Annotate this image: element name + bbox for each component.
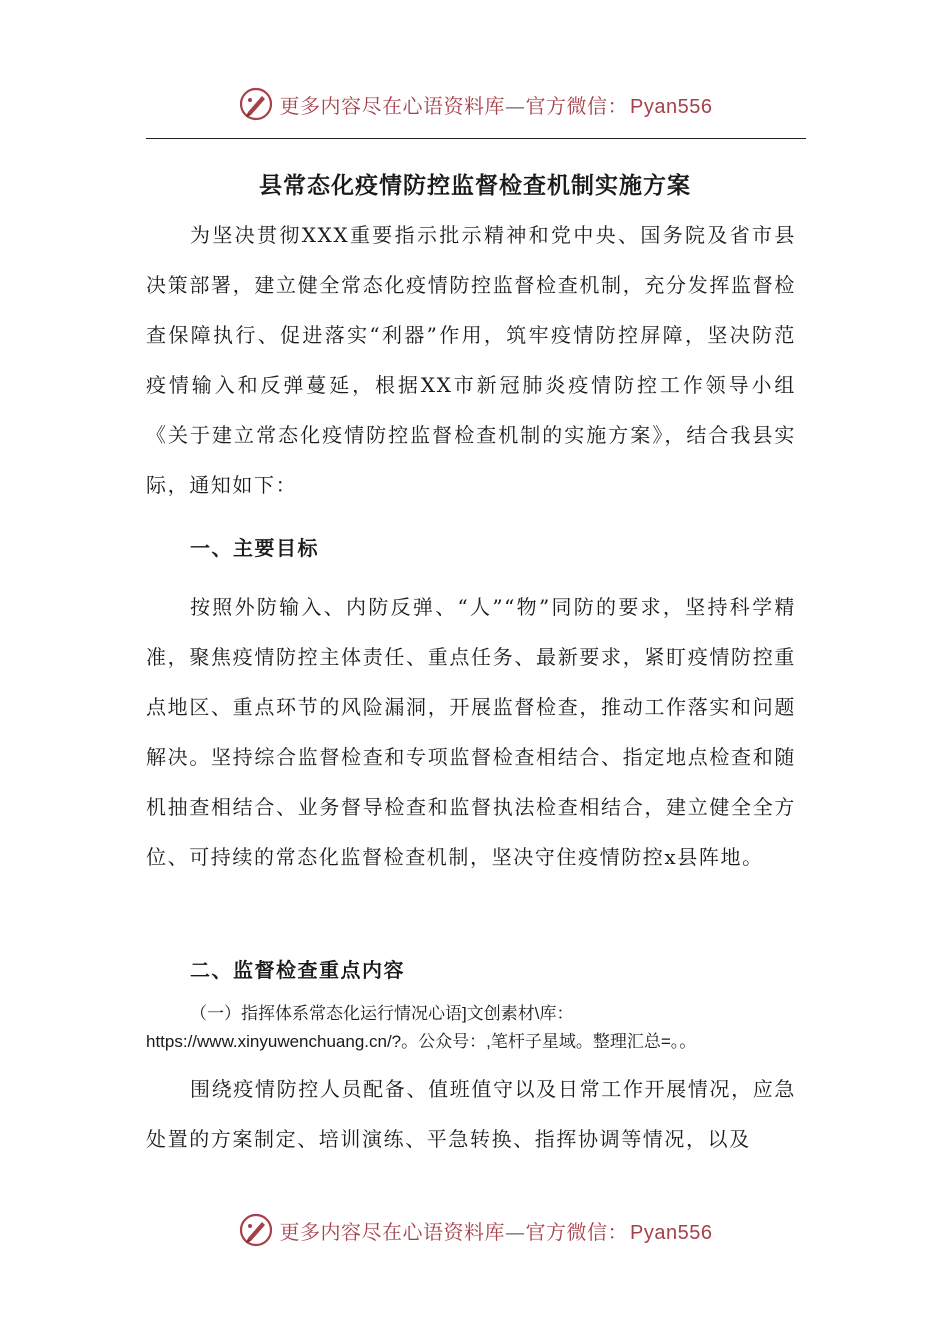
subsection1-heading: （一）指挥体系常态化运行情况心语]文创素材\库：https://www.xinyuwenchuang.cn/?。公众号：,笔杆子星域。整理汇总=。。 (146, 1004, 697, 1051)
subsection1-paragraph: 围绕疫情防控人员配备、值班值守以及日常工作开展情况，应急处置的方案制定、培训演练、平急转换、指挥协调等情况，以及 (146, 1077, 796, 1151)
footer-watermark (0, 1210, 950, 1250)
section1-paragraph: 按照外防输入、内防反弹、“人”“物”同防的要求，坚持科学精准，聚焦疫情防控主体责任、重点任务、最新要求，紧盯疫情防控重点地区、重点环节的风险漏洞，开展监督检查，推动工作落实和问题解决。坚持综合监督检查和专项监督检查相结合、指定地点检查和随机抽查相结合、业务督导检查和监督执法检查相结合，建立健全全方位、可持续的常态化监督检查机制，坚决守住疫情防控x县阵地。 (146, 595, 796, 869)
watermark-text: 更多内容尽在心语资料库 (279, 93, 506, 118)
watermark-contact-label: 官方微信： (525, 1219, 629, 1244)
header-divider (146, 138, 806, 139)
header-watermark (0, 84, 950, 124)
pen-in-circle-icon (238, 86, 274, 122)
watermark-contact-label: 官方微信： (525, 93, 629, 118)
watermark-contact-id: Pyan556 (630, 1221, 713, 1244)
watermark-separator: — (505, 1219, 526, 1244)
section1-heading: 一、主要目标 (190, 536, 319, 560)
watermark-text: 更多内容尽在心语资料库 (279, 1219, 506, 1244)
document-title: 县常态化疫情防控监督检查机制实施方案 (259, 172, 691, 200)
section2-heading: 二、监督检查重点内容 (190, 958, 405, 982)
pen-in-circle-icon (238, 1212, 274, 1248)
watermark-separator: — (505, 93, 526, 118)
intro-paragraph: 为坚决贯彻XXX重要指示批示精神和党中央、国务院及省市县决策部署，建立健全常态化疫情防控监督检查机制，充分发挥监督检查保障执行、促进落实“利器”作用，筑牢疫情防控屏障，坚决防范疫情输入和反弹蔓延，根据XX市新冠肺炎疫情防控工作领导小组《关于建立常态化疫情防控监督检查机制的实施方案》，结合我县实际，通知如下： (146, 223, 796, 497)
watermark-contact-id: Pyan556 (630, 95, 713, 118)
